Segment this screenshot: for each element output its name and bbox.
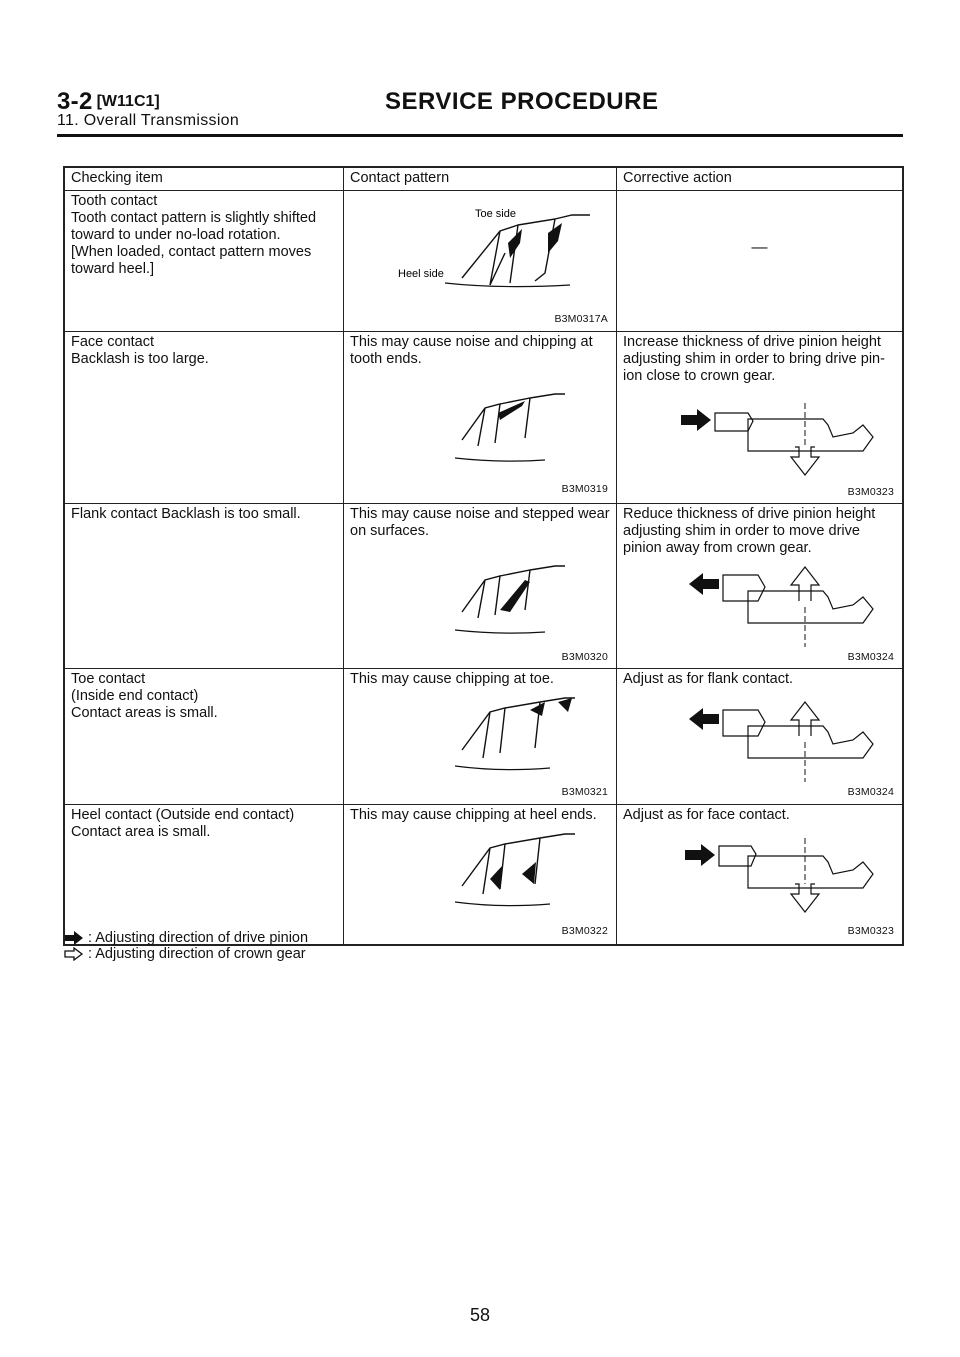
heel-contact-gear-figure: [350, 824, 610, 924]
page-subtitle: 11. Overall Transmission: [57, 112, 240, 129]
figure-code: B3M0323: [847, 486, 894, 498]
figure-code: B3M0322: [561, 925, 608, 937]
header-rule: [57, 134, 903, 137]
figure-code: B3M0321: [561, 786, 608, 798]
section-number: 3-2: [57, 88, 93, 115]
solid-arrow-icon: [64, 931, 84, 945]
figure-code: B3M0317A: [554, 313, 608, 325]
figure-code: B3M0319: [561, 483, 608, 495]
table-header-row: [65, 168, 903, 191]
no-action-dash: —: [751, 239, 768, 256]
checking-item-cell: Tooth contact Tooth contact pattern is slightly shifted toward to under no-load rotation. [When loaded, contact pattern moves toward heel.]: [65, 191, 344, 332]
figure-code: B3M0324: [847, 786, 894, 798]
column-header: Corrective action: [617, 168, 903, 191]
pinion-out-adjust-figure: [623, 557, 898, 657]
table-row: [65, 191, 903, 332]
contact-pattern-cell: [344, 191, 617, 332]
contact-pattern-cell: This may cause chipping at heel ends. B3M0322: [344, 805, 617, 945]
section-code: [W11C1]: [96, 93, 160, 110]
toe-side-label: Toe side: [475, 208, 516, 220]
legend-text: : Adjusting direction of crown gear: [88, 946, 306, 962]
page-number: 58: [469, 1305, 491, 1325]
contact-pattern-table: [64, 167, 903, 945]
flank-contact-gear-figure: [350, 540, 610, 650]
table-row: [65, 332, 903, 504]
figure-code: B3M0324: [847, 651, 894, 663]
table-row: [65, 669, 903, 805]
legend-text: : Adjusting direction of drive pinion: [88, 930, 309, 946]
outline-arrow-icon: [791, 702, 819, 736]
figure-code: B3M0320: [561, 651, 608, 663]
contact-pattern-cell: This may cause noise and stepped wear on surfaces. B3M0320: [344, 504, 617, 669]
contact-pattern-cell: This may cause chipping at toe. B3M0321: [344, 669, 617, 805]
checking-item-cell: Face contact Backlash is too large.: [65, 332, 344, 504]
page-title: SERVICE PROCEDURE: [385, 88, 659, 115]
corrective-action-cell: Reduce thickness of drive pinion height adjusting shim in order to move drive pinion away from crown gear. B3M0324: [617, 504, 903, 669]
table-row: [65, 504, 903, 669]
legend-item: [64, 946, 308, 962]
column-header: Checking item: [65, 168, 344, 191]
solid-arrow-icon: [681, 409, 711, 431]
checking-item-cell: Flank contact Backlash is too small.: [65, 504, 344, 669]
page-header: [57, 88, 902, 130]
figure-code: B3M0323: [847, 925, 894, 937]
pinion-out-adjust-figure: [623, 688, 898, 788]
solid-arrow-icon: [689, 708, 719, 730]
checking-item-cell: Heel contact (Outside end contact) Contact area is small.: [65, 805, 344, 945]
corrective-action-cell: Adjust as for flank contact. B3M0324: [617, 669, 903, 805]
corrective-action-cell: Increase thickness of drive pinion height adjusting shim in order to bring drive pin- ion close to crown gear. B3M0323: [617, 332, 903, 504]
heel-side-label: Heel side: [398, 268, 444, 280]
outline-arrow-icon: [791, 567, 819, 601]
toe-contact-gear-figure: [350, 688, 610, 788]
checking-item-cell: Toe contact (Inside end contact) Contact areas is small.: [65, 669, 344, 805]
contact-pattern-cell: This may cause noise and chipping at tooth ends. B3M0319: [344, 332, 617, 504]
legend-item: [64, 930, 308, 946]
column-header: Contact pattern: [344, 168, 617, 191]
outline-arrow-icon: [64, 947, 84, 961]
solid-arrow-icon: [689, 573, 719, 595]
corrective-action-cell: Adjust as for face contact. B3M0323: [617, 805, 903, 945]
corrective-action-cell: [617, 191, 903, 332]
solid-arrow-icon: [685, 844, 715, 866]
pinion-in-adjust-figure: [623, 385, 898, 485]
face-contact-gear-figure: [350, 368, 610, 478]
legend: [64, 930, 308, 962]
table-row: [65, 805, 903, 945]
tooth-contact-gear-figure: [350, 193, 610, 313]
pinion-in-adjust-figure: [623, 824, 898, 924]
